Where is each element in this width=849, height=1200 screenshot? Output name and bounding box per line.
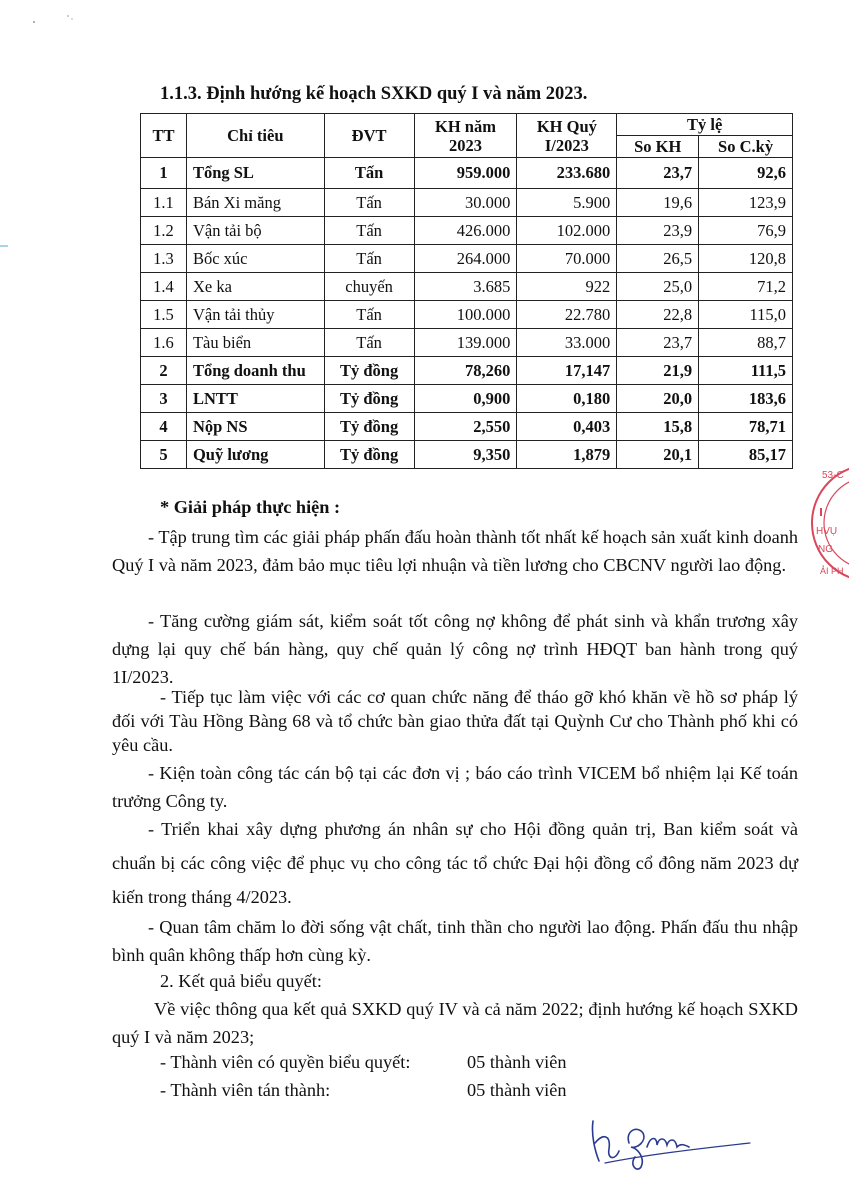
table-row: [141, 301, 793, 329]
cell-vs-plan: 15,8: [617, 413, 699, 441]
cell-kh-year: 959.000: [414, 158, 517, 189]
solution-paragraph-6: - Quan tâm chăm lo đời sống vật chất, tinh thần cho người lao động. Phấn đấu thu nhập bình quân không thấp hơn cùng kỳ.: [112, 917, 798, 965]
table-row: [141, 441, 793, 469]
header-chi-tieu: Chỉ tiêu: [186, 114, 324, 158]
svg-text:53-C: 53-C: [822, 470, 844, 481]
cell-kh-quarter: 102.000: [517, 217, 617, 245]
cell-kh-year: 139.000: [414, 329, 517, 357]
cell-tt: 4: [141, 413, 187, 441]
cell-kh-quarter: 17,147: [517, 357, 617, 385]
cell-kh-quarter: 1,879: [517, 441, 617, 469]
cell-kh-quarter: 33.000: [517, 329, 617, 357]
cell-tt: 1.1: [141, 189, 187, 217]
cell-name: Tàu biển: [186, 329, 324, 357]
cell-tt: 5: [141, 441, 187, 469]
cell-kh-year: 100.000: [414, 301, 517, 329]
header-kh-nam: [414, 114, 517, 158]
cell-unit: Tỷ đồng: [324, 357, 414, 385]
cell-kh-year: 426.000: [414, 217, 517, 245]
cell-name: LNTT: [186, 385, 324, 413]
cell-kh-quarter: 0,403: [517, 413, 617, 441]
cell-kh-year: 78,260: [414, 357, 517, 385]
cell-kh-year: 3.685: [414, 273, 517, 301]
table-row: [141, 245, 793, 273]
margin-tick-mark: [0, 245, 8, 247]
table-row: [141, 158, 793, 189]
solution-paragraph-3: - Tiếp tục làm việc với các cơ quan chức năng để tháo gỡ khó khăn về hồ sơ pháp lý đối với Tàu Hồng Bàng 68 và tổ chức bàn giao thửa đất tại Quỳnh Cư cho Thành phố khi có yêu cầu.: [112, 687, 798, 755]
header-kh-nam-line1: KH năm: [434, 116, 496, 136]
table-row: [141, 413, 793, 441]
cell-vs-plan: 21,9: [617, 357, 699, 385]
cell-tt: 1.2: [141, 217, 187, 245]
cell-vs-plan: 20,1: [617, 441, 699, 469]
cell-tt: 1.3: [141, 245, 187, 273]
scan-speck-mark: [28, 10, 78, 30]
approving-members-value: 05 thành viên: [467, 1080, 567, 1100]
cell-unit: chuyến: [324, 273, 414, 301]
header-so-kh: So KH: [617, 136, 699, 158]
cell-vs-plan: 25,0: [617, 273, 699, 301]
cell-vs-prior: 78,71: [699, 413, 793, 441]
solution-paragraph-5: - Triển khai xây dựng phương án nhân sự cho Hội đồng quản trị, Ban kiểm soát và chuẩn bị các công việc để phục vụ cho công tác tổ chức Đại hội đồng cổ đông năm 2023 dự kiến trong tháng 4/2023.: [112, 819, 798, 907]
table-row: [141, 217, 793, 245]
cell-tt: 2: [141, 357, 187, 385]
cell-kh-quarter: 0,180: [517, 385, 617, 413]
cell-vs-prior: 85,17: [699, 441, 793, 469]
solution-paragraph-2: - Tăng cường giám sát, kiểm soát tốt công nợ không để phát sinh và khẩn trương xây dựng lại quy chế bán hàng, quy chế quản lý công nợ trình HĐQT ban hành trong quý 1I/2023.: [112, 611, 798, 687]
table-row: [141, 329, 793, 357]
cell-kh-year: 0,900: [414, 385, 517, 413]
cell-vs-plan: 23,9: [617, 217, 699, 245]
cell-name: Xe ka: [186, 273, 324, 301]
table-header-row: [141, 114, 793, 136]
cell-name: Vận tải bộ: [186, 217, 324, 245]
cell-kh-quarter: 233.680: [517, 158, 617, 189]
svg-text:HVỤ: HVỤ: [816, 526, 838, 537]
header-so-cky: So C.kỳ: [699, 136, 793, 158]
table-row: [141, 385, 793, 413]
cell-unit: Tấn: [324, 245, 414, 273]
red-stamp-edge: [808, 448, 849, 598]
cell-vs-prior: 120,8: [699, 245, 793, 273]
cell-vs-prior: 92,6: [699, 158, 793, 189]
header-ty-le: Tỷ lệ: [617, 114, 793, 136]
cell-kh-year: 264.000: [414, 245, 517, 273]
voting-members-value: 05 thành viên: [467, 1052, 567, 1072]
cell-unit: Tấn: [324, 217, 414, 245]
cell-vs-prior: 183,6: [699, 385, 793, 413]
cell-vs-plan: 20,0: [617, 385, 699, 413]
cell-name: Vận tải thủy: [186, 301, 324, 329]
cell-unit: Tấn: [324, 329, 414, 357]
cell-kh-year: 9,350: [414, 441, 517, 469]
cell-tt: 1.5: [141, 301, 187, 329]
header-kh-quy-line2: I/2023: [544, 135, 589, 155]
voting-members-label: - Thành viên có quyền biểu quyết:: [160, 1052, 411, 1072]
table-row: [141, 273, 793, 301]
header-kh-quy: [517, 114, 617, 158]
cell-unit: Tấn: [324, 189, 414, 217]
cell-tt: 1: [141, 158, 187, 189]
cell-kh-year: 30.000: [414, 189, 517, 217]
cell-name: Quỹ lương: [186, 441, 324, 469]
handwritten-signature: [585, 1103, 755, 1173]
cell-tt: 1.6: [141, 329, 187, 357]
cell-name: Tổng doanh thu: [186, 357, 324, 385]
cell-vs-prior: 111,5: [699, 357, 793, 385]
cell-vs-plan: 23,7: [617, 158, 699, 189]
cell-name: Tổng SL: [186, 158, 324, 189]
cell-name: Bốc xúc: [186, 245, 324, 273]
cell-vs-prior: 71,2: [699, 273, 793, 301]
vote-heading: 2. Kết quả biểu quyết:: [160, 971, 322, 991]
cell-tt: 3: [141, 385, 187, 413]
table-row: [141, 357, 793, 385]
solutions-heading: * Giải pháp thực hiện :: [160, 497, 341, 517]
cell-unit: Tỷ đồng: [324, 441, 414, 469]
cell-kh-quarter: 922: [517, 273, 617, 301]
solution-paragraph-4: - Kiện toàn công tác cán bộ tại các đơn vị ; báo cáo trình VICEM bổ nhiệm lại Kế toán trưởng Công ty.: [112, 763, 798, 811]
cell-unit: Tỷ đồng: [324, 385, 414, 413]
cell-vs-plan: 26,5: [617, 245, 699, 273]
cell-unit: Tỷ đồng: [324, 413, 414, 441]
section-title: 1.1.3. Định hướng kế hoạch SXKD quý I và năm 2023.: [160, 84, 588, 104]
cell-unit: Tấn: [324, 301, 414, 329]
cell-kh-quarter: 70.000: [517, 245, 617, 273]
cell-kh-quarter: 22.780: [517, 301, 617, 329]
cell-vs-plan: 23,7: [617, 329, 699, 357]
vote-intro: Về việc thông qua kết quả SXKD quý IV và cả năm 2022; định hướng kế hoạch SXKD quý I và năm 2023;: [112, 999, 798, 1047]
cell-vs-prior: 123,9: [699, 189, 793, 217]
svg-text:ẢI PH: ẢI PH: [820, 566, 844, 576]
cell-vs-prior: 88,7: [699, 329, 793, 357]
header-tt: TT: [141, 114, 187, 158]
table-row: [141, 189, 793, 217]
header-kh-nam-line2: 2023: [448, 135, 482, 155]
solution-paragraph-1: - Tập trung tìm các giải pháp phấn đấu hoàn thành tốt nhất kế hoạch sản xuất kinh doanh Quý I và năm 2023, đảm bảo mục tiêu lợi nhuận và tiền lương cho CBCNV người lao động.: [112, 527, 798, 575]
cell-vs-prior: 76,9: [699, 217, 793, 245]
approving-members-label: - Thành viên tán thành:: [160, 1080, 331, 1100]
cell-vs-plan: 19,6: [617, 189, 699, 217]
cell-name: Bán Xi măng: [186, 189, 324, 217]
header-dvt: ĐVT: [324, 114, 414, 158]
cell-vs-plan: 22,8: [617, 301, 699, 329]
cell-name: Nộp NS: [186, 413, 324, 441]
cell-kh-year: 2,550: [414, 413, 517, 441]
cell-vs-prior: 115,0: [699, 301, 793, 329]
header-kh-quy-line1: KH Quý: [536, 116, 597, 136]
plan-table: [140, 113, 793, 469]
cell-unit: Tấn: [324, 158, 414, 189]
cell-kh-quarter: 5.900: [517, 189, 617, 217]
cell-tt: 1.4: [141, 273, 187, 301]
svg-text:NG: NG: [818, 544, 833, 555]
